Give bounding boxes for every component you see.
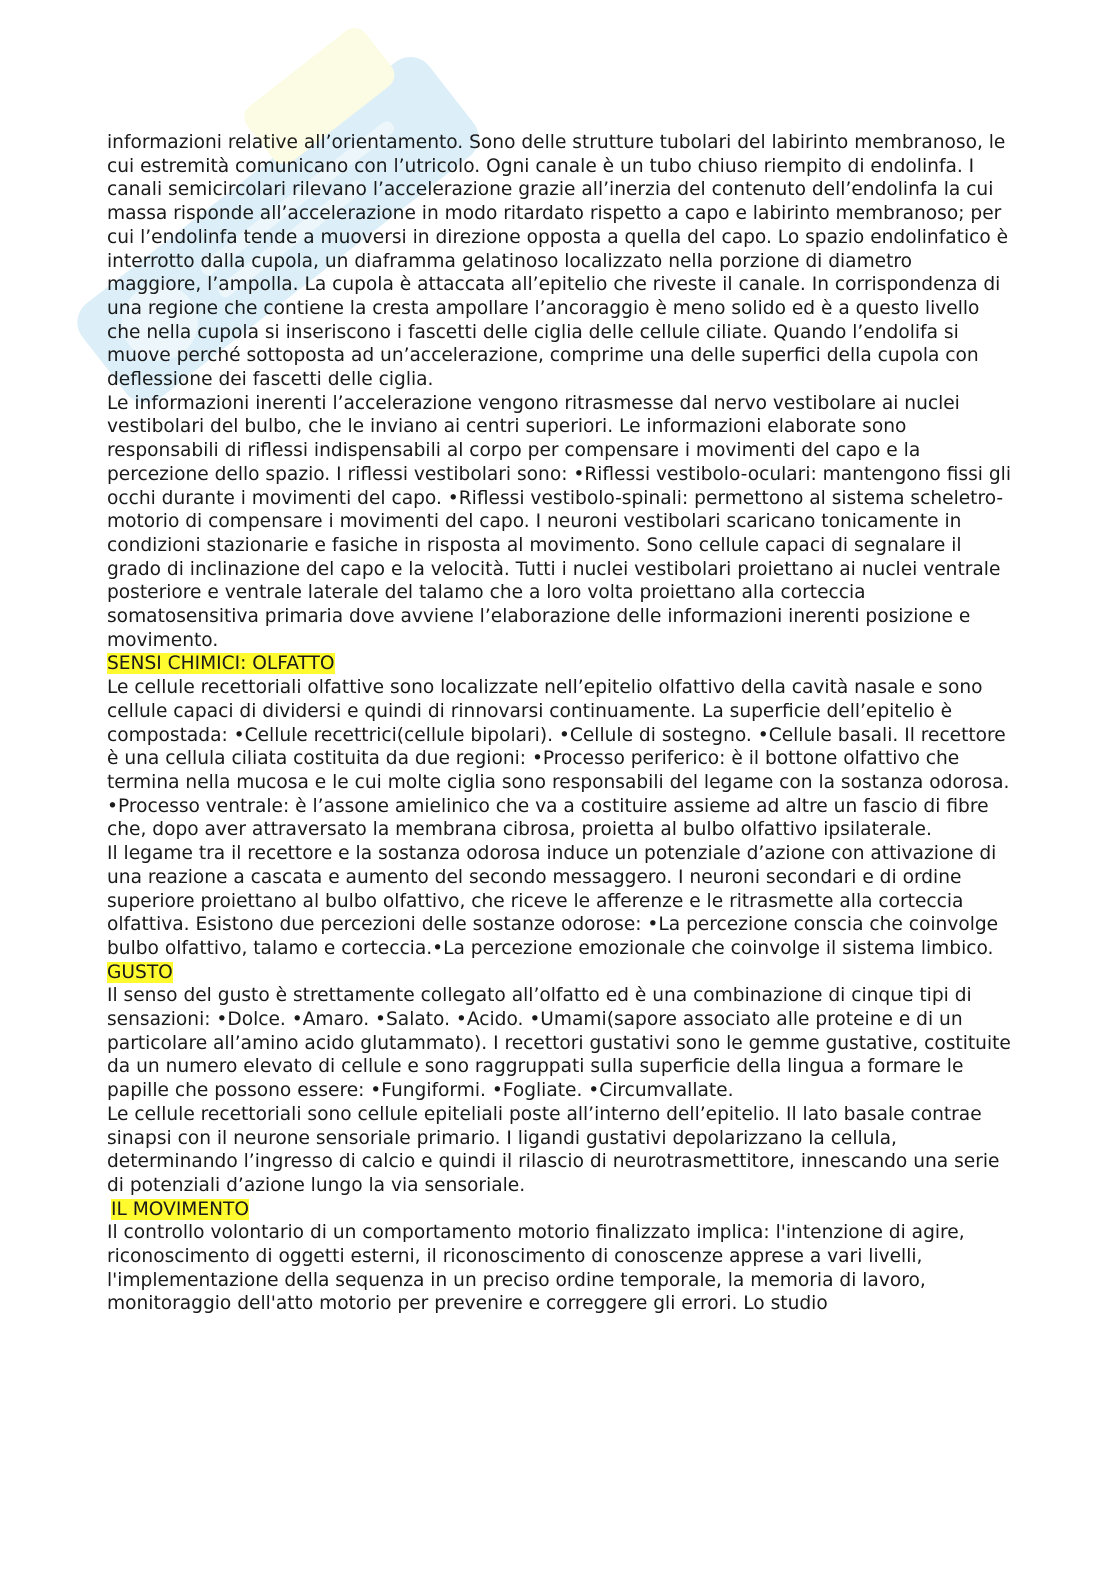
heading-movimento	[107, 1198, 1012, 1222]
paragraph-senso-gusto: Il senso del gusto è strettamente collegato all’olfatto ed è una combinazione di cinque tipi di sensazioni: •Dolce. •Amaro. •Salato. •Acido. •Umami(sapore associato alle proteine e di un particolare all’amino acido glutammato). I recettori gustativi sono le gemme gustative, costituite da un numero elevato di cellule e sono raggruppati sulla superficie della lingua a formare le papille che possono essere: •Fungiformi. •Fogliate. •Circumvallate.	[107, 985, 1011, 1102]
heading-gusto-text: GUSTO	[107, 961, 173, 983]
heading-olfatto	[107, 652, 1012, 676]
paragraph-cellule-gustative: Le cellule recettoriali sono cellule epiteliali poste all’interno dell’epitelio. Il lato basale contrae sinapsi con il neurone sensoriale primario. I ligandi gustativi depolarizzano la cellula, determinando l’ingresso di calcio e quindi il rilascio di neurotrasmettitore, innescando una serie di potenziali d’azione lungo la via sensoriale.	[107, 1103, 1000, 1196]
paragraph-informazioni-vestibolari: Le informazioni inerenti l’accelerazione vengono ritrasmesse dal nervo vestibolare ai nuclei vestibolari del bulbo, che le inviano ai centri superiori. Le informazioni elaborate sono responsabili di riflessi indispensabili al corpo per compensare i movimenti del capo e la percezione dello spazio. I riflessi vestibolari sono: •Riflessi vestibolo-oculari: mantengono fissi gli occhi durante i movimenti del capo. •Riflessi vestibolo-spinali: permettono al sistema scheletro-motorio di compensare i movimenti del capo. I neuroni vestibolari scaricano tonicamente in condizioni stazionarie e fasiche in risposta al movimento. Sono cellule capaci di segnalare il grado di inclinazione del capo e la velocità. Tutti i nuclei vestibolari proiettano ai nuclei ventrale posteriore e ventrale laterale del talamo che a loro volta proiettano alla corteccia somatosensitiva primaria dove avviene l’elaborazione delle informazioni inerenti posizione e movimento.	[107, 392, 1012, 651]
heading-olfatto-text: SENSI CHIMICI: OLFATTO	[107, 653, 335, 675]
heading-movimento-text: IL MOVIMENTO	[111, 1198, 250, 1220]
paragraph-controllo-volontario: Il controllo volontario di un comportamento motorio finalizzato implica: l'intenzione di agire, riconoscimento di oggetti esterni, il riconoscimento di conoscenze apprese a vari livelli, l'implementazione della sequenza in un preciso ordine temporale, la memoria di lavoro, monitoraggio dell'atto motorio per prevenire e correggere gli errori. Lo studio	[107, 1222, 965, 1315]
paragraph-legame-odoroso: Il legame tra il recettore e la sostanza odorosa induce un potenziale d’azione con attivazione di una reazione a cascata e aumento del secondo messaggero. I neuroni secondari e di ordine superiore proiettano al bulbo olfattivo, che riceve le afferenze e le ritrasmette alla corteccia olfattiva. Esistono due percezioni delle sostanze odorose: •La percezione conscia che coinvolge bulbo olfattivo, talamo e corteccia.•La percezione emozionale che coinvolge il sistema limbico.	[107, 843, 999, 959]
paragraph-cellule-olfattive: Le cellule recettoriali olfattive sono localizzate nell’epitelio olfattivo della cavità nasale e sono cellule capaci di dividersi e quindi di rinnovarsi continuamente. La superficie dell’epitelio è compostada: •Cellule recettrici(cellule bipolari). •Cellule di sostegno. •Cellule basali. Il recettore è una cellula ciliata costituita da due regioni: •Processo periferico: è il bottone olfattivo che termina nella mucosa e le cui molte ciglia sono responsabili del legame con la sostanza odorosa. •Processo ventrale: è l’assone amielinico che va a costituire assieme ad altre un fascio di fibre che, dopo aver attraversato la membrana cibrosa, proietta al bulbo olfattivo ipsilaterale.	[107, 677, 1010, 841]
heading-gusto	[107, 961, 1012, 985]
document-page	[107, 131, 1012, 1316]
paragraph-canali-semicircolari: informazioni relative all’orientamento. Sono delle strutture tubolari del labirinto membranoso, le cui estremità comunicano con l’utricolo. Ogni canale è un tubo chiuso riempito di endolinfa. I canali semicircolari rilevano l’accelerazione grazie all’inerzia del contenuto dell’endolinfa la cui massa risponde all’accelerazione in modo ritardato rispetto a capo e labirinto membranoso; per cui l’endolinfa tende a muoversi in direzione opposta a quella del capo. Lo spazio endolinfatico è interrotto dalla cupola, un diaframma gelatinoso localizzato nella porzione di diametro maggiore, l’ampolla. La cupola è attaccata all’epitelio che riveste il canale. In corrispondenza di una regione che contiene la cresta ampollare l’ancoraggio è meno solido ed è a questo livello che nella cupola si inseriscono i fascetti delle ciglia delle cellule ciliate. Quando l’endolifa si muove perché sottoposta ad un’accelerazione, comprime una delle superfici della cupola con deflessione dei fascetti delle ciglia.	[107, 132, 1009, 391]
